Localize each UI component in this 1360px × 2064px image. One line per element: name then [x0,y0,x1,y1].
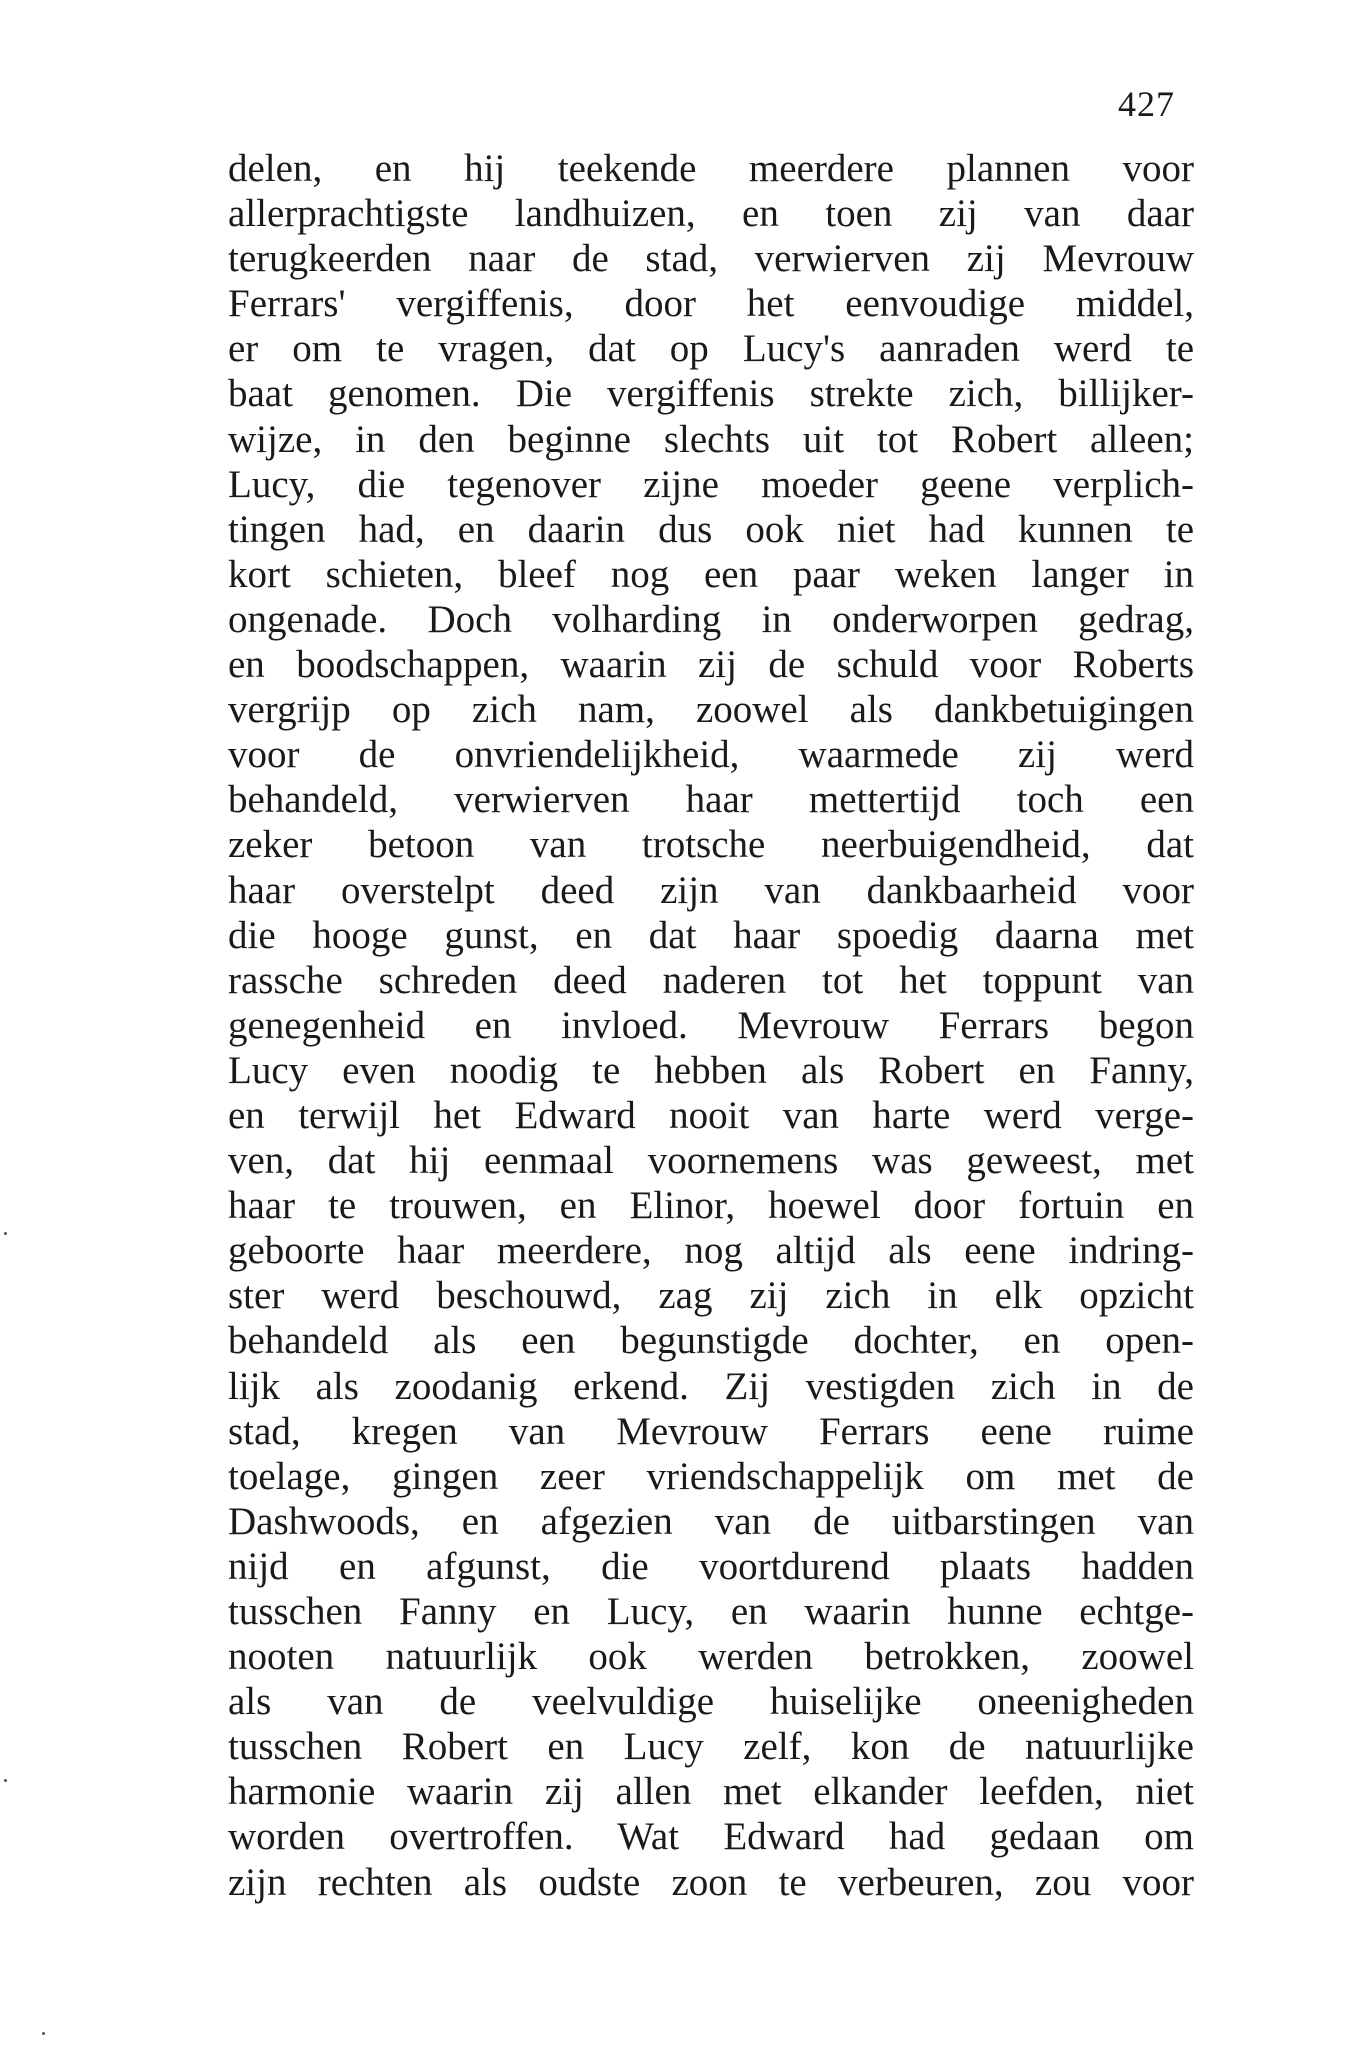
text-line: Lucy, die tegenover zijne moeder geene verplich- [228,462,1194,506]
text-line: behandeld als een begunstigde dochter, en open- [228,1319,1194,1363]
text-line: ster werd beschouwd, zag zij zich in elk opzicht [228,1274,1194,1318]
text-line: ongenade. Doch volharding in onderworpen gedrag, [228,597,1194,641]
text-line: stad, kregen van Mevrouw Ferrars eene ruime [228,1409,1194,1453]
text-line: voor de onvriendelijkheid, waarmede zij werd [228,733,1194,777]
text-line: tingen had, en daarin dus ook niet had kunnen te [228,507,1194,551]
text-line: kort schieten, bleef nog een paar weken langer in [228,552,1194,596]
text-line: Ferrars' vergiffenis, door het eenvoudige middel, [228,282,1194,326]
text-line: tusschen Fanny en Lucy, en waarin hunne echtge- [228,1590,1194,1633]
text-line: harmonie waarin zij allen met elkander leefden, niet [228,1770,1194,1814]
text-line: wijze, in den beginne slechts uit tot Robert alleen; [228,417,1194,461]
text-line: vergrijp op zich nam, zoowel als dankbetuigingen [228,688,1194,732]
text-line: nooten natuurlijk ook werden betrokken, zoowel [228,1635,1194,1679]
body-text [228,146,1194,1905]
text-line: Dashwoods, en afgezien van de uitbarstingen van [228,1499,1194,1543]
text-line: geboorte haar meerdere, nog altijd als eene indring- [228,1229,1194,1273]
text-line: zijn rechten als oudste zoon te verbeuren, zou voor [228,1860,1194,1904]
text-line: delen, en hij teekende meerdere plannen voor [228,147,1194,190]
text-line: genegenheid en invloed. Mevrouw Ferrars begon [228,1003,1194,1047]
text-line: zeker betoon van trotsche neerbuigendheid, dat [228,823,1194,867]
text-line: haar overstelpt deed zijn van dankbaarheid voor [228,868,1194,912]
text-line: behandeld, verwierven haar mettertijd toch een [228,778,1194,822]
text-line: als van de veelvuldige huiselijke oneenigheden [228,1680,1194,1724]
text-line: rassche schreden deed naderen tot het toppunt van [228,958,1194,1002]
scan-speck [42,2032,45,2035]
text-line: tusschen Robert en Lucy zelf, kon de natuurlijke [228,1725,1194,1769]
text-line: en boodschappen, waarin zij de schuld voor Roberts [228,643,1194,687]
text-line: terugkeerden naar de stad, verwierven zij Mevrouw [228,237,1194,281]
page-number: 427 [1118,84,1175,124]
text-line: lijk als zoodanig erkend. Zij vestigden zich in de [228,1364,1194,1408]
text-line: Lucy even noodig te hebben als Robert en Fanny, [228,1048,1194,1092]
text-line: toelage, gingen zeer vriendschappelijk om met de [228,1454,1194,1498]
text-line: ven, dat hij eenmaal voornemens was geweest, met [228,1139,1194,1183]
scan-speck [4,1232,7,1235]
text-line: haar te trouwen, en Elinor, hoewel door fortuin en [228,1184,1194,1228]
text-line: nijd en afgunst, die voortdurend plaats hadden [228,1544,1194,1588]
scan-speck [4,1779,7,1782]
text-line: allerprachtigste landhuizen, en toen zij van daar [228,192,1194,236]
text-line: worden overtroffen. Wat Edward had gedaan om [228,1815,1194,1859]
text-line: baat genomen. Die vergiffenis strekte zich, billijker- [228,372,1194,416]
text-line: en terwijl het Edward nooit van harte werd verge- [228,1093,1194,1137]
text-line: die hooge gunst, en dat haar spoedig daarna met [228,913,1194,957]
text-line: er om te vragen, dat op Lucy's aanraden werd te [228,327,1194,371]
